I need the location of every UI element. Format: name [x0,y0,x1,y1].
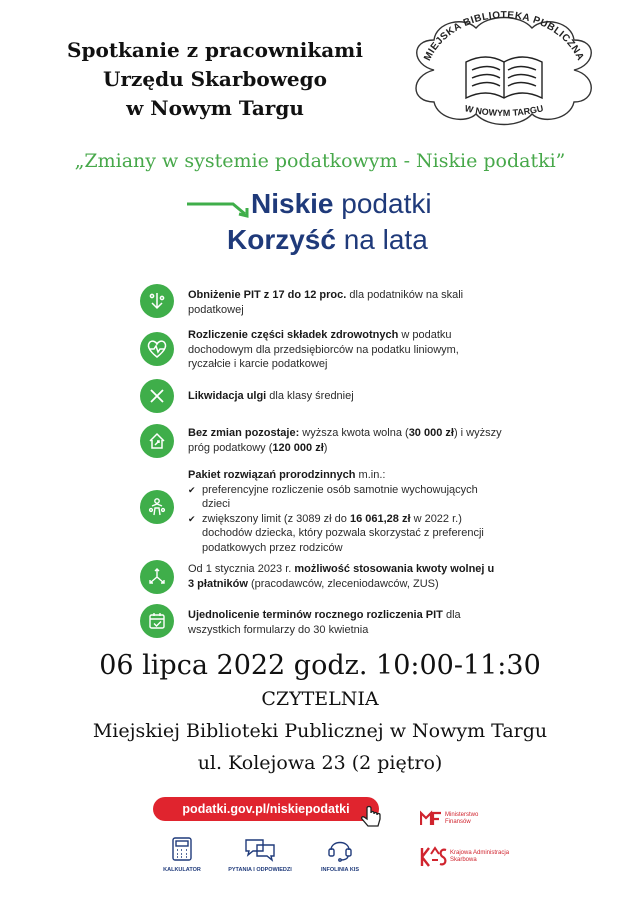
event-subtitle: „Zmiany w systemie podatkowym - Niskie podatki” [74,150,566,172]
ministry-of-finance-logo [420,808,479,831]
open-book-icon [466,57,542,98]
title-line-1: Spotkanie z pracownikami [67,38,363,62]
footer [145,788,545,888]
headset-icon [327,836,353,862]
event-place: Miejskiej Biblioteki Publicznej w Nowym Targu [92,720,548,742]
feature-text: Obniżenie PIT z 17 do 12 proc. dla podatników na skali podatkowej [188,289,464,316]
feature-text: Ujednolicenie terminów rocznego rozliczenia PIT dla wszystkich formularzy do 30 kwietnia [188,609,461,636]
bullet-item: ✔ zwiększony limit (z 3089 zł do 16 061,28 zł w 2022 r.) dochodów dziecka, który pozwala skorzystać z preferencji podatkowych przez rodziców [188,512,503,556]
brand-arrow-icon [185,188,255,218]
feature-text: Likwidacja ulgi dla klasy średniej [188,390,354,402]
event-title [40,36,390,123]
feature-text: Pakiet rozwiązań prorodzinnych m.in.: ✔ preferencyjne rozliczenie osób samotnie wychowujących dzieci ✔ zwiększony limit (z 3089 zł do 16 061,28 zł w 2022 r.) dochodów dziecka, który pozwala skorzystać z preferencji podatkowych przez rodziców [188,468,503,555]
faq-label: PYTANIA I ODPOWIEDZI [228,867,292,873]
title-line-3: w Nowym Targu [126,96,304,120]
chat-bubbles-icon [243,836,277,862]
house-up-icon [140,424,174,458]
logo-top-text: MIEJSKA BIBLIOTEKA PUBLICZNA [422,10,586,63]
feature-text: Rozliczenie części składek zdrowotnych w podatku dochodowym dla przedsiębiorców na podatku liniowym, ryczałcie i karcie podatkowej [188,329,459,370]
calendar-check-icon [140,604,174,638]
kas-logo [420,846,510,873]
calculator-label: KALKULATOR [163,867,201,873]
kis-hotline-label: INFOLINIA KIS [321,867,359,873]
calculator-tool[interactable] [147,836,217,873]
event-room: CZYTELNIA [261,688,379,710]
url-link[interactable]: podatki.gov.pl/niskiepodatki [153,797,379,821]
arrows-spread-icon [140,560,174,594]
brand-line-2: Korzyść na lata [227,224,428,255]
ministry-emblem-icon [420,808,442,826]
kas-text: Krajowa Administracja Skarbowa [450,850,510,863]
cross-icon [140,379,174,413]
event-address: ul. Kolejowa 23 (2 piętro) [197,752,443,774]
library-logo [404,10,604,132]
event-date: 06 lipca 2022 godz. 10:00-11:30 [99,650,541,681]
feature-text: Bez zmian pozostaje: wyższa kwota wolna (30 000 zł) i wyższy próg podatkowy (120 000 zł) [188,427,502,454]
svg-text:W NOWYM TARGU [464,103,544,118]
kas-emblem-icon [420,846,448,868]
svg-text:MIEJSKA BIBLIOTEKA PUBLICZNA [422,10,586,63]
title-line-2: Urzędu Skarbowego [103,67,327,91]
brand-line-1: Niskie podatki [251,188,432,219]
pointing-hand-icon [359,804,385,830]
feature-text: Od 1 stycznia 2023 r. możliwość stosowania kwoty wolnej u 3 płatników (pracodawców, zleceniodawców, ZUS) [188,563,495,590]
heart-pulse-icon [140,332,174,366]
calculator-icon [171,836,193,862]
percent-down-icon [140,284,174,318]
family-icon [140,490,174,524]
faq-tool[interactable] [225,836,295,873]
niskie-podatki-brand [185,188,465,260]
ministry-text: Ministerstwo Finansów [445,812,479,825]
kis-hotline-tool[interactable] [305,836,375,873]
logo-bottom-text: W NOWYM TARGU [463,103,545,119]
bullet-item: ✔ preferencyjne rozliczenie osób samotnie wychowujących dzieci [188,483,503,512]
